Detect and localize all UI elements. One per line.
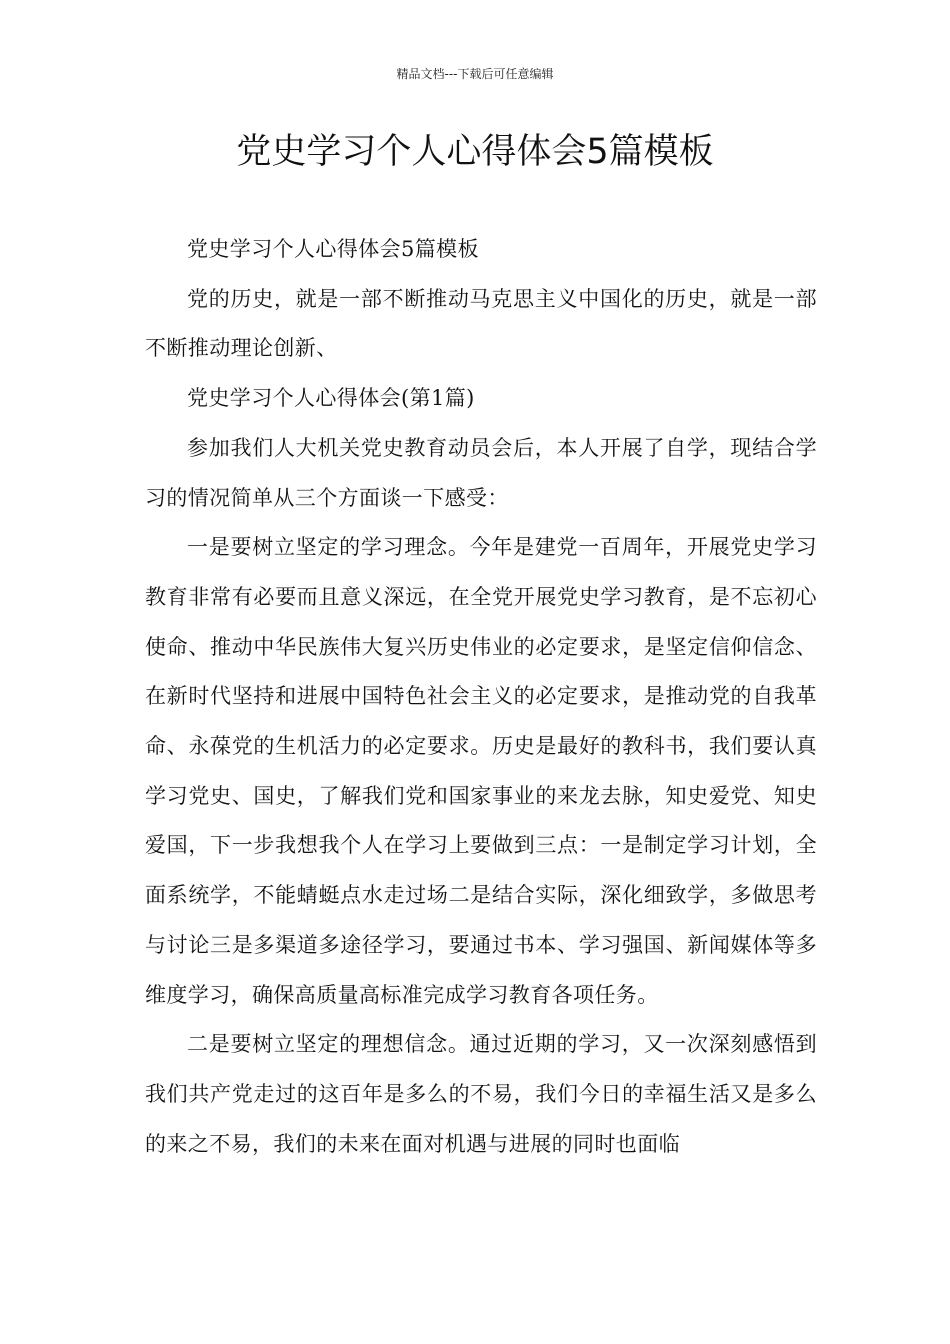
document-title: 党史学习个人心得体会5篇模板: [236, 132, 714, 172]
paragraph: 一是要树立坚定的学习理念。今年是建党一百周年，开展党史学习教育非常有必要而且意义深远，在全党开展党史学习教育，是不忘初心使命、推动中华民族伟大复兴历史伟业的必定要求，是坚定信仰信念、在新时代坚持和进展中国特色社会主义的必定要求，是推动党的自我革命、永葆党的生机活力的必定要求。历史是最好的教科书，我们要认真学习党史、国史，了解我们党和国家事业的来龙去脉，知史爱党、知史爱国，下一步我想我个人在学习上要做到三点：一是制定学习计划，全面系统学，不能蜻蜓点水走过场二是结合实际，深化细致学，多做思考与讨论三是多渠道多途径学习，要通过书本、学习强国、新闻媒体等多维度学习，确保高质量高标准完成学习教育各项任务。: [145, 535, 817, 1007]
paragraph: 二是要树立坚定的理想信念。通过近期的学习，又一次深刻感悟到我们共产党走过的这百年是多么的不易，我们今日的幸福生活又是多么的来之不易，我们的未来在面对机遇与进展的同时也面临: [145, 1032, 817, 1156]
paragraph-subtitle: 党史学习个人心得体会5篇模板: [187, 237, 479, 261]
document-body: [145, 225, 817, 1169]
paragraph-section-heading: 党史学习个人心得体会(第1篇): [187, 386, 475, 411]
paragraph: 参加我们人大机关党史教育动员会后，本人开展了自学，现结合学习的情况简单从三个方面谈一下感受：: [145, 435, 817, 510]
header-note: 精品文档---下载后可任意编辑: [396, 67, 554, 81]
paragraph-intro: 党的历史，就是一部不断推动马克思主义中国化的历史，就是一部不断推动理论创新、: [145, 286, 817, 361]
